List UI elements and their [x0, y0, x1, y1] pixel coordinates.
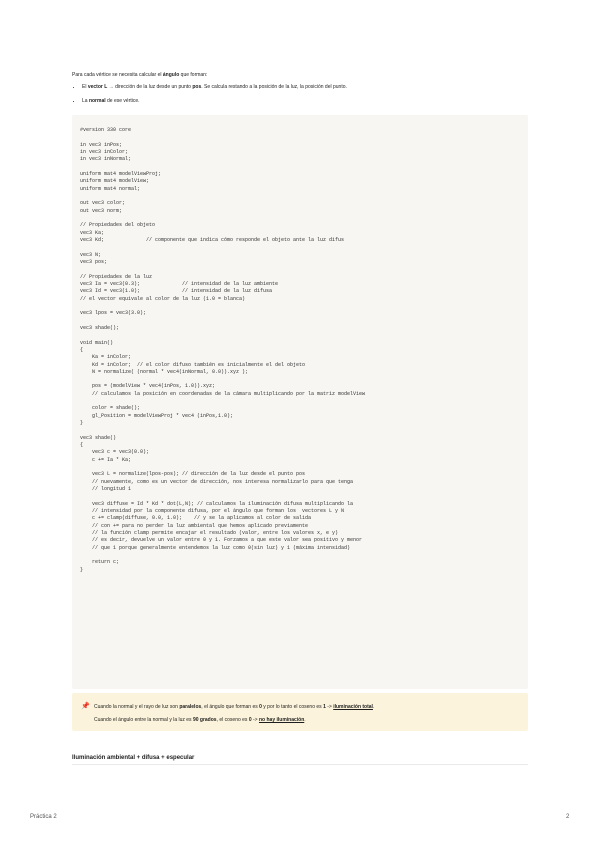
heading-divider: [72, 764, 528, 765]
callout-text: ->: [251, 717, 259, 723]
bullet-bold: normal: [88, 97, 106, 104]
callout-text: y por lo tanto el coseno es: [261, 704, 324, 710]
callout-text: Cuando el ángulo entre la normal y la luz es: [94, 717, 193, 723]
footer-title: Práctica 2: [30, 814, 57, 820]
callout-bold: 90 grados: [192, 717, 217, 723]
callout-text: Cuando la normal y el rayo de luz son: [94, 704, 180, 710]
callout-line-1: [94, 704, 374, 710]
section-heading: Iluminación ambiental + difusa + especular: [72, 755, 195, 761]
callout-bold: 0: [259, 704, 262, 710]
bullet-text: El: [82, 84, 88, 90]
intro-text-after: que forman:: [179, 72, 208, 78]
callout-text: , el coseno es: [216, 717, 249, 723]
bullet-bold: pos: [192, 84, 202, 90]
intro-paragraph: [72, 72, 207, 78]
page-number: 2: [566, 814, 570, 820]
bullet-text: de ese vértice.: [105, 97, 140, 104]
callout-text: , el ángulo que forman es: [201, 704, 260, 710]
callout-box: [72, 693, 528, 731]
callout-bold: paralelos: [179, 704, 202, 710]
code-content: #version 330 core in vec3 inPos; in vec3 inColor; in vec3 inNormal; uniform mat4 modelViewProj; uniform mat4 modelView; uniform mat4 normal; out vec3 color; out vec3 norm; // Propiedades del objeto vec3 Ka; vec3 Kd; // componente que indica cómo responde el objeto ante la luz difus vec3 N; vec3 pos; // Propiedades de la luz vec3 Ia = vec3(0.3); // intensidad de la luz ambiente vec3 Id = vec3(1.0); // intensidad de la luz difusa // el vector equivale al color de la luz (1.0 = blanca) vec3 lpos = vec3(3.0); vec3 shade(); void main() { Ka = inColor; Kd = inColor; // el color difuso también es inicialmente el del objeto N = normalize( (normal * vec4(inNormal, 0.0)).xyz ); pos = (modelView * vec4(inPos, 1.0)).xyz; // calculamos la posición en coordenadas de la cámara multiplicando por la matriz modelView color = shade(); gl_Position = modelViewProj * vec4 (inPos,1.0); } vec3 shade() { vec3 c = vec3(0.0); c += Ia * Ka; vec3 L = normalize(lpos-pos); // dirección de la luz desde el punto pos // nuevamente, como es un vector de dirección, nos interesa normalizarlo para que tenga // longitud 1 vec3 diffuse = Id * Kd * dot(L,N); // calculamos la iluminación difusa multiplicando la // intensidad por la componente difusa, por el ángulo que forman los vectores L y N c += clamp(diffuse, 0.0, 1.0); // y se la aplicamos al color de salida // con += para no perder la luz ambiental que hemos aplicado previamente // la función clamp permite encajar el resultado (valor, entre los valores x, e y) // es decir, devuelve un valor entre 0 y 1. Forzamos a que este valor sea positivo y menor // que 1 porque generalmente entendemos la luz como 0(sin luz) y 1 (máxima intensidad) return c; }: [80, 127, 366, 573]
callout-bold: 1: [323, 704, 326, 710]
bullet-item-normal: [82, 98, 347, 105]
bullet-bold: vector L: [87, 84, 108, 90]
intro-text-bold: ángulo: [162, 72, 180, 78]
callout-text: .: [304, 717, 306, 723]
bullet-list: [72, 84, 347, 111]
callout-emphasis: no hay iluminación: [258, 717, 305, 723]
bullet-item-vector-l: [82, 84, 347, 91]
pushpin-icon: 📌: [81, 703, 90, 710]
bullet-text: La: [82, 97, 89, 104]
code-block: [72, 115, 528, 689]
intro-text-before: Para cada vértice se necesita calcular el: [72, 72, 163, 78]
callout-text: .: [372, 704, 375, 710]
callout-bold: 0: [248, 717, 252, 723]
callout-text: ->: [325, 704, 334, 710]
callout-line-2: [94, 717, 306, 723]
bullet-text: → dirección de la luz desde un punto: [107, 84, 193, 90]
callout-emphasis: iluminación total: [333, 704, 373, 710]
bullet-text: . Se calcula restando a la posición de la luz, la posición del punto.: [201, 84, 347, 90]
